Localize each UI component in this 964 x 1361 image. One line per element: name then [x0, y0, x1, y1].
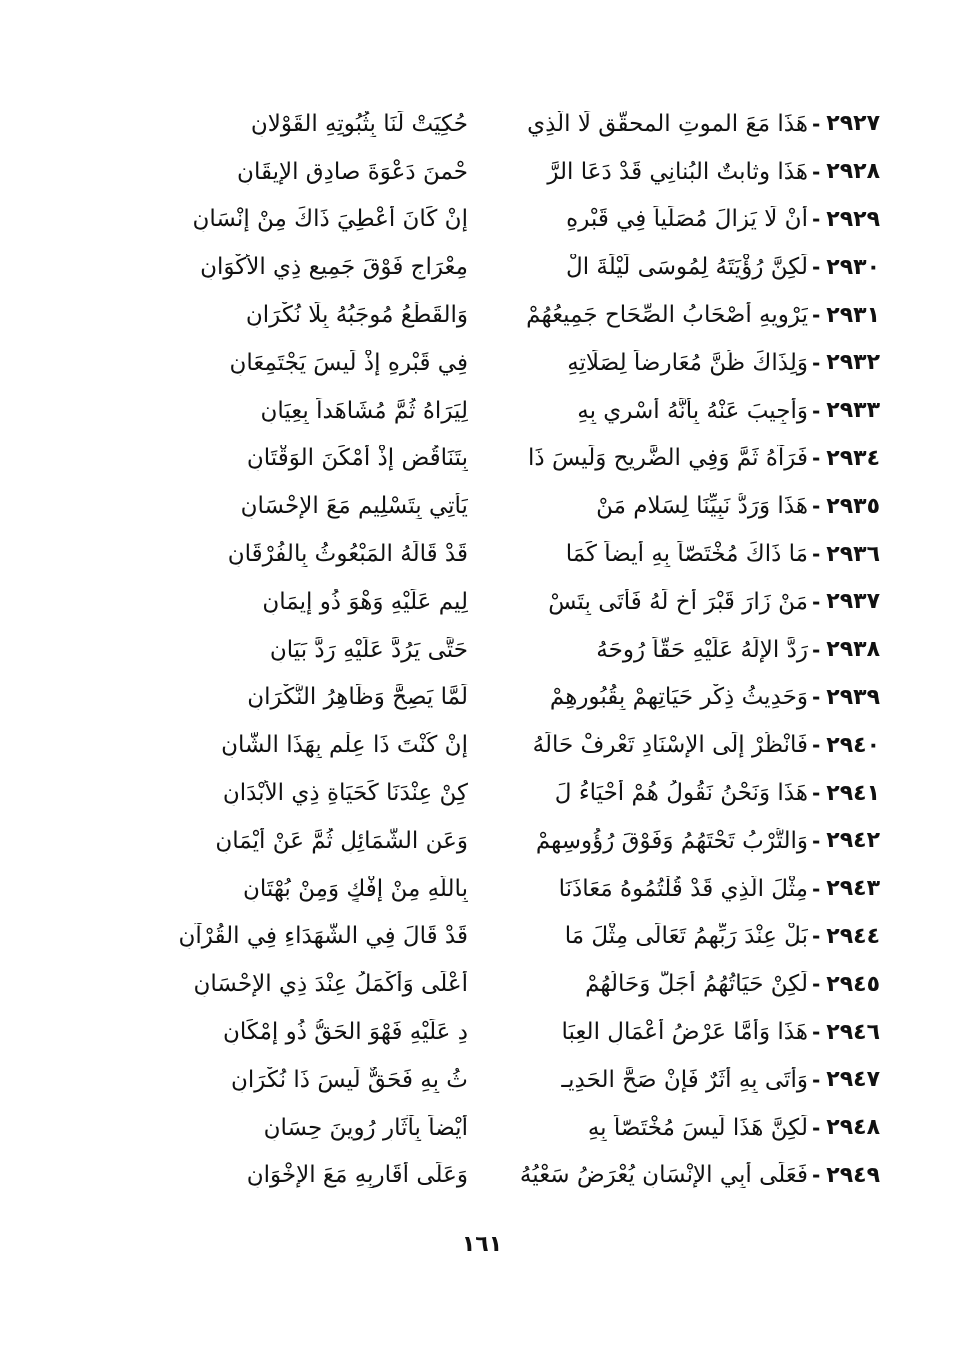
- verse-dash: -: [811, 542, 821, 567]
- second-hemistich: حُكِيَتْ لَنَا بِثُبُوتِهِ القَوْلانِ: [250, 110, 468, 137]
- verse-number: ٢٩٣٤: [826, 445, 880, 471]
- first-hemistich: لَكِنْ حَيَاتُهُمُ أجَلُّ وَحَالُهُمْ: [585, 971, 808, 998]
- first-hemistich: يَرْوِيهِ أصْحَابُ الصِّحَاحِ جَمِيعُهُمْ: [526, 302, 808, 329]
- verse-line: [90, 1152, 880, 1200]
- verse-line: [90, 100, 880, 148]
- second-hemistich: قَدْ قَالَهُ المَبْعُوثُ بِالفُرْقَانِ: [227, 541, 468, 568]
- first-hemistich: وَلِذَاكَ ظُنَّ مُعَارِضاً لِصَلَاتِهِ: [567, 349, 808, 376]
- verse-line: [90, 674, 880, 722]
- verse-number: ٢٩٣٢: [826, 350, 880, 376]
- verse-line: [90, 960, 880, 1008]
- first-hemistich: هَذَا وَأمَّا عَرْضُ أعْمَالِ العِبَا: [561, 1019, 808, 1046]
- second-hemistich: أعْلَى وَأكْمَلُ عِنْدَ ذِي الإحْسَانِ: [193, 971, 468, 998]
- verse-number: ٢٩٣٠: [826, 254, 880, 280]
- second-hemistich: دِ عَلَيْهِ فَهْوَ الحَقُّ ذُو إمْكَانِ: [222, 1019, 468, 1046]
- first-hemistich: فَعَلَى أبِي الإنْسَانِ يُعْرَضُ سَعْيُهُ: [519, 1162, 808, 1189]
- first-hemistich: هَذَا وثابتٌ البُنانِي قَدْ دَعَا الرَّ: [547, 158, 808, 185]
- verse-line: [90, 243, 880, 291]
- second-hemistich: يَأتِي بِتَسْلِيمٍ مَعَ الإحْسَانِ: [240, 493, 468, 520]
- verse-number: ٢٩٤٧: [826, 1067, 880, 1093]
- verse-line: [90, 196, 880, 244]
- first-hemistich: هَذَا وَنَحْنُ نَقُولُ هُمْ أحْيَاءُ لَ: [554, 780, 808, 807]
- verse-dash: -: [811, 111, 821, 136]
- verse-number: ٢٩٤٦: [826, 1019, 880, 1045]
- verse-number: ٢٩٤٣: [826, 876, 880, 902]
- verse-number: ٢٩٢٩: [826, 206, 880, 232]
- verse-number: ٢٩٣١: [826, 302, 880, 328]
- first-hemistich: وَالتُّرْبُ تَحْتَهُمُ وَفَوْقَ رُؤُوسِهِمْ: [535, 827, 808, 854]
- verse-line: [90, 1056, 880, 1104]
- second-hemistich: لَمَّا يَصِحَّ وَظَاهِرُ النُّكْرَانِ: [247, 684, 468, 711]
- first-hemistich: أنْ لَا يَزالَ مُصَلِّياً فِي قَبْرِهِ: [566, 206, 808, 233]
- second-hemistich: لِيمٍ عَلَيْهِ وَهْوَ ذُو إيمَانِ: [262, 588, 468, 615]
- verse-number: ٢٩٤٢: [826, 828, 880, 854]
- verse-number: ٢٩٤٥: [826, 971, 880, 997]
- first-hemistich: وَأُجِيبَ عَنْهُ بِأنَّهُ أُسْرِي بِهِ: [577, 397, 808, 424]
- verse-line: [90, 865, 880, 913]
- verse-number: ٢٩٣٣: [826, 398, 880, 424]
- second-hemistich: وَعَنِ الشَّمَائِلِ ثُمَّ عَنْ أيْمَانِ: [215, 827, 468, 854]
- verse-dash: -: [811, 303, 821, 328]
- first-hemistich: فَرَآهُ ثَمَّ وَفِي الضَّرِيحِ وَلَيسَ ذَا: [528, 445, 808, 472]
- verse-line: [90, 817, 880, 865]
- verse-number: ٢٩٣٩: [826, 684, 880, 710]
- verse-number: ٢٩٣٦: [826, 541, 880, 567]
- verse-dash: -: [811, 828, 821, 853]
- verse-line: [90, 148, 880, 196]
- verse-dash: -: [811, 398, 821, 423]
- first-hemistich: مَنْ زَارَ قَبْرَ أخٍ لَهُ فَأتَى بِتَسْ: [548, 588, 808, 615]
- verse-dash: -: [811, 159, 821, 184]
- verse-dash: -: [811, 255, 821, 280]
- verse-line: [90, 721, 880, 769]
- verse-dash: -: [811, 589, 821, 614]
- verse-dash: -: [811, 924, 821, 949]
- verse-line: [90, 435, 880, 483]
- verse-line: [90, 626, 880, 674]
- second-hemistich: مِعْرَاجِ فَوْقَ جَمِيعِ ذِي الأكْوَانِ: [200, 254, 468, 281]
- first-hemistich: هَذَا مَعَ الموتِ المحقَّقِ لَا الّذِي: [527, 110, 808, 137]
- verse-line: [90, 387, 880, 435]
- verse-line: [90, 769, 880, 817]
- second-hemistich: فِي قَبْرِهِ إذْ لَيسَ يَجْتَمِعَانِ: [229, 349, 468, 376]
- second-hemistich: أيْضاً بِآثَارٍ رُوِينَ حِسَانِ: [263, 1114, 468, 1141]
- verse-number: ٢٩٤٨: [826, 1115, 880, 1141]
- verse-dash: -: [811, 781, 821, 806]
- verse-number: ٢٩٣٥: [826, 493, 880, 519]
- verse-dash: -: [811, 876, 821, 901]
- verse-line: [90, 1008, 880, 1056]
- first-hemistich: فَانْظُرْ إلَى الإسْنَادِ تَعْرِفْ حَالَهُ: [532, 732, 808, 759]
- verse-line: [90, 482, 880, 530]
- verse-dash: -: [811, 446, 821, 471]
- page-number: ١٦١: [461, 1232, 503, 1257]
- first-hemistich: لَكِنَّ رُؤْيَتَهُ لِمُوسَى لَيْلَةَ الْ: [565, 254, 808, 281]
- second-hemistich: وَالقَطْعُ مُوجَبُهُ بِلَا نُكْرَانِ: [245, 302, 468, 329]
- second-hemistich: بِتَنَاقُضٍ إذْ أمْكَنَ الوَقْتَانِ: [246, 445, 468, 472]
- second-hemistich: ثُ بِهِ فَحَقٌّ لَيسَ ذَا نُكْرَانِ: [231, 1066, 468, 1093]
- verse-dash: -: [811, 972, 821, 997]
- first-hemistich: مِثْلَ الَّذِي قَدْ قُلْتُمُوهُ مَعَاذَنَا: [558, 875, 808, 902]
- verse-line: [90, 291, 880, 339]
- verse-dash: -: [811, 733, 821, 758]
- second-hemistich: حْمنَ دَعْوَةَ صادِقِ الإيقَانِ: [237, 158, 468, 185]
- verse-list: [90, 100, 880, 1199]
- first-hemistich: وَحَدِيثُ ذِكْرِ حَيَاتِهِمْ بِقُبُورِهِمْ: [549, 684, 808, 711]
- verse-dash: -: [811, 1163, 821, 1188]
- first-hemistich: بَلْ عِنْدَ رَبِّهِمُ تَعَالَى مِثْلَ مَا: [564, 923, 808, 950]
- verse-dash: -: [811, 685, 821, 710]
- first-hemistich: هَذَا وَرَدُّ نَبِيِّنَا لِسَلامِ مَنْ: [596, 493, 808, 520]
- verse-dash: -: [811, 494, 821, 519]
- verse-number: ٢٩٤٤: [826, 923, 880, 949]
- verse-line: [90, 578, 880, 626]
- verse-dash: -: [811, 1020, 821, 1045]
- verse-number: ٢٩٤٩: [826, 1162, 880, 1188]
- verse-number: ٢٩٤٠: [826, 732, 880, 758]
- verse-line: [90, 913, 880, 961]
- second-hemistich: بِاللَّهِ مِنْ إفْكٍ وَمِنْ بُهْتَانِ: [242, 875, 468, 902]
- second-hemistich: إنْ كَانَ أُعْطِيَ ذَاكَ مِنْ إنْسَانِ: [192, 206, 468, 233]
- verse-number: ٢٩٢٧: [826, 111, 880, 137]
- verse-dash: -: [811, 637, 821, 662]
- second-hemistich: قَدْ قَالَ فِي الشُّهَدَاءِ فِي القُرْآنِ: [178, 923, 468, 950]
- second-hemistich: وَعَلَى أقَارِبِهِ مَعَ الإخْوَانِ: [246, 1162, 468, 1189]
- second-hemistich: كِنْ عِنْدَنَا كَحَيَاةِ ذِي الأبْدَانِ: [222, 780, 468, 807]
- verse-dash: -: [811, 1067, 821, 1092]
- verse-line: [90, 530, 880, 578]
- verse-number: ٢٩٤١: [826, 780, 880, 806]
- verse-dash: -: [811, 207, 821, 232]
- verse-number: ٢٩٢٨: [826, 159, 880, 185]
- second-hemistich: إنْ كُنْتَ ذَا عِلْمٍ بِهَذَا الشَّانِ: [221, 732, 468, 759]
- first-hemistich: لَكِنَّ هَذَا لَيسَ مُخْتَصّاً بِهِ: [587, 1114, 808, 1141]
- first-hemistich: وَأتَى بِهِ أثَرٌ فَإنْ صَحَّ الحَدِيـ: [561, 1066, 808, 1093]
- verse-dash: -: [811, 350, 821, 375]
- verse-number: ٢٩٣٧: [826, 589, 880, 615]
- first-hemistich: مَا ذَاكَ مُخْتَصّاً بِهِ أيضاً كَمَا: [565, 541, 808, 568]
- verse-line: [90, 1104, 880, 1152]
- verse-line: [90, 339, 880, 387]
- second-hemistich: حَتَّى يَرُدَّ عَلَيْهِ رَدَّ بَيَانِ: [269, 636, 468, 663]
- verse-number: ٢٩٣٨: [826, 637, 880, 663]
- verse-dash: -: [811, 1115, 821, 1140]
- second-hemistich: لِيَرَاهُ ثُمَّ مُشَاهَداً بِعِيَانِ: [260, 397, 468, 424]
- first-hemistich: رَدَّ الإلَهُ عَلَيْهِ حَقّاً رُوحَهُ: [596, 636, 808, 663]
